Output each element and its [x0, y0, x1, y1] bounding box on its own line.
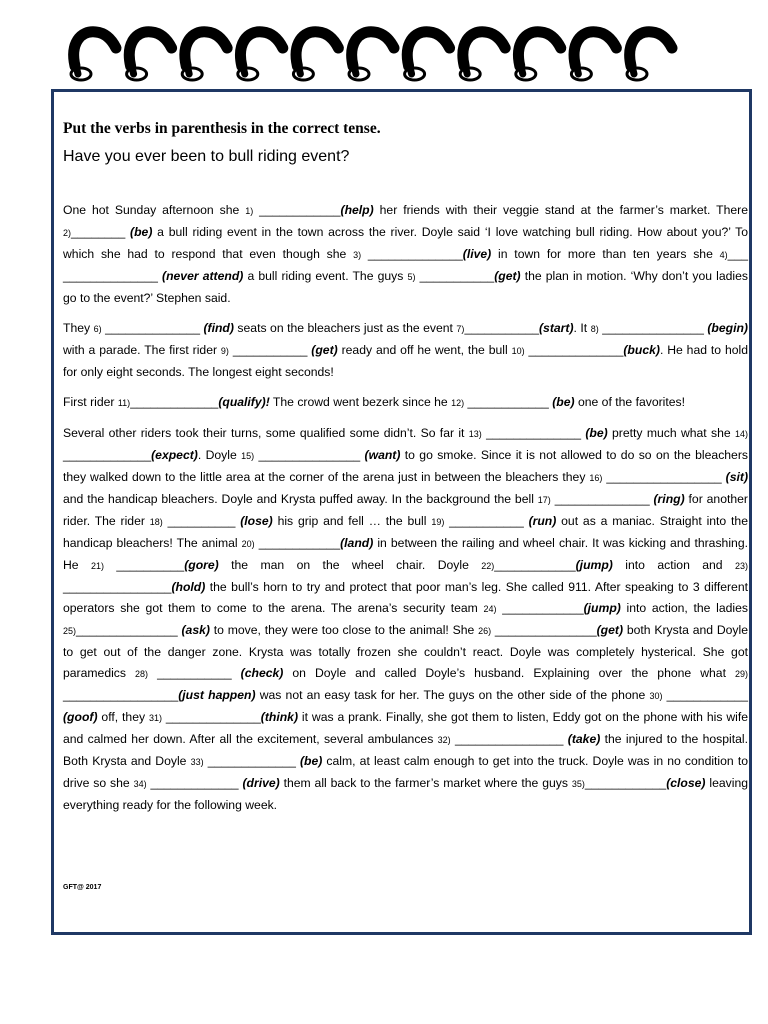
text-segment: for another rider. The rider	[63, 492, 748, 528]
text-segment: into action, the ladies	[620, 601, 748, 615]
worksheet-page	[51, 89, 752, 935]
item-number: 25)	[63, 626, 77, 636]
spiral-ring-icon	[238, 32, 283, 80]
text-segment: to move, they were too close to the animal! She	[209, 623, 479, 637]
item-number: 30)	[649, 691, 663, 701]
verb-hint: (sit)	[725, 470, 748, 484]
text-segment: ______________	[101, 321, 204, 335]
text-segment: ____________	[253, 203, 341, 217]
item-number: 19)	[431, 517, 445, 527]
item-number: 5)	[407, 272, 416, 282]
text-segment: ___________	[464, 321, 539, 335]
text-segment: _____________	[63, 448, 152, 462]
verb-hint: (find)	[203, 321, 234, 335]
paragraph	[63, 200, 748, 309]
verb-hint: (hold)	[171, 580, 206, 594]
item-number: 11)	[117, 398, 131, 408]
text-segment: ready and off he went, the bull	[337, 343, 512, 357]
verb-hint: (get)	[494, 269, 521, 283]
text-segment: it was a prank. Finally, she got them to listen, Eddy got on the phone with his wife and calmed her down. After all the excitement, several ambulances	[63, 710, 748, 746]
text-segment: Several other riders took their turns, some qualified some didn’t. So far it	[63, 426, 469, 440]
spiral-ring-icon	[293, 32, 338, 80]
text-segment: into action and	[612, 558, 735, 572]
text-segment: ____________	[662, 688, 748, 702]
item-number: 9)	[220, 346, 229, 356]
text-segment: his grip and fell … the bull	[272, 514, 432, 528]
verb-hint: (start)	[539, 321, 574, 335]
verb-hint: (be)	[299, 754, 323, 768]
worksheet-content	[63, 120, 748, 816]
text-segment: . It	[573, 321, 591, 335]
text-segment: both Krysta and Doyle to get out of the danger zone. Krysta was totally frozen she couldn’t react. Doyle was completely hysterical. She got paramedics	[63, 623, 748, 680]
text-segment: ___________	[148, 666, 241, 680]
text-segment: _______________	[76, 623, 182, 637]
text-segment: in between the railing and wheel chair. It was kicking and thrashing. He	[63, 536, 748, 572]
verb-hint: (drive)	[242, 776, 280, 790]
text-segment: ____________	[584, 776, 667, 790]
verb-hint: (jump)	[583, 601, 621, 615]
text-segment: _________________	[63, 688, 179, 702]
text-segment: _______________	[491, 623, 597, 637]
text-segment: ____________	[496, 601, 584, 615]
text-segment: to go smoke. Since it is not allowed to do so on the bleachers they walked down to the little area at the corner of the arena just in between the bleachers they	[63, 448, 748, 484]
text-segment: ______________	[361, 247, 463, 261]
item-number: 6)	[93, 324, 102, 334]
verb-hint: (land)	[340, 536, 374, 550]
verb-hint: (get)	[311, 343, 338, 357]
text-segment: her friends with their veggie stand at the farmer’s market. There	[373, 203, 748, 217]
item-number: 7)	[456, 324, 465, 334]
verb-hint: (be)	[585, 426, 608, 440]
item-number: 10)	[511, 346, 525, 356]
text-segment: ___ ______________	[63, 247, 749, 283]
text-segment: They	[63, 321, 94, 335]
verb-hint: (check)	[240, 666, 284, 680]
verb-hint: (qualify)!	[218, 395, 270, 409]
text-segment: ______________	[481, 426, 586, 440]
verb-hint: (gore)	[184, 558, 219, 572]
spiral-ring-icon	[516, 32, 561, 80]
verb-hint: (run)	[528, 514, 557, 528]
item-number: 1)	[245, 206, 254, 216]
text-segment: _____________	[203, 754, 300, 768]
text-segment: ______________	[550, 492, 654, 506]
worksheet-instructions: Put the verbs in parenthesis in the correct tense.	[63, 120, 381, 137]
item-number: 3)	[353, 250, 362, 260]
spiral-ring-icon	[182, 32, 227, 80]
verb-hint: (lose)	[240, 514, 273, 528]
item-number: 21)	[91, 561, 105, 571]
item-number: 15)	[241, 451, 255, 461]
text-segment: on Doyle and called Doyle’s husband. Explaining over the phone what	[283, 666, 735, 680]
text-segment: ______________	[161, 710, 261, 724]
text-segment: The crowd went bezerk since he	[269, 395, 452, 409]
text-segment: First rider	[63, 395, 118, 409]
item-number: 23)	[735, 561, 749, 571]
text-segment: leaving everything ready for the following week.	[63, 776, 748, 812]
verb-hint: (ring)	[653, 492, 685, 506]
text-segment: _______________	[254, 448, 365, 462]
text-segment: _____________	[130, 395, 219, 409]
item-number: 26)	[478, 626, 492, 636]
verb-hint: (take)	[567, 732, 601, 746]
text-segment: seats on the bleachers just as the event	[233, 321, 457, 335]
text-segment: __________	[104, 558, 185, 572]
text-segment: _______________	[598, 321, 708, 335]
text-segment: ___________	[444, 514, 529, 528]
spiral-ring-icon	[71, 32, 116, 80]
verb-hint: (live)	[462, 247, 492, 261]
text-segment: the plan in motion. ‘Why don’t you ladies go to the event?’ Stephen said.	[63, 269, 748, 305]
spiral-ring-icon	[349, 32, 394, 80]
item-number: 34)	[133, 779, 147, 789]
text-segment: ____________	[494, 558, 576, 572]
verb-hint: (buck)	[623, 343, 660, 357]
text-segment: ___________	[228, 343, 312, 357]
text-segment: ________	[71, 225, 131, 239]
item-number: 2)	[63, 228, 72, 238]
text-segment: a bull riding event in the town across the river. Doyle said ‘I love watching bull riding. How about you?’ To which she had to respond that even though she	[63, 225, 748, 261]
text-segment: the man on the wheel chair. Doyle	[218, 558, 482, 572]
text-segment: was not an easy task for her. The guys on the other side of the phone	[255, 688, 650, 702]
spiral-ring-icon	[127, 32, 172, 80]
item-number: 8)	[590, 324, 599, 334]
copyright-footer: GFT@ 2017	[63, 884, 102, 891]
verb-hint: (want)	[364, 448, 401, 462]
text-segment: . Doyle	[197, 448, 242, 462]
verb-hint: (just happen)	[178, 688, 256, 702]
worksheet-subtitle: Have you ever been to bull riding event?	[63, 148, 350, 165]
paragraph	[63, 423, 748, 816]
spiral-ring-icon	[405, 32, 450, 80]
item-number: 12)	[451, 398, 465, 408]
spiral-ring-icon	[627, 32, 672, 80]
item-number: 32)	[437, 735, 451, 745]
text-segment: ________________	[63, 580, 172, 594]
verb-hint: (ask)	[181, 623, 210, 637]
item-number: 24)	[483, 604, 497, 614]
item-number: 14)	[735, 429, 749, 439]
text-segment: off, they	[97, 710, 149, 724]
item-number: 31)	[148, 713, 162, 723]
verb-hint: (help)	[340, 203, 374, 217]
text-segment: One hot Sunday afternoon she	[63, 203, 246, 217]
verb-hint: (be)	[130, 225, 153, 239]
item-number: 18)	[149, 517, 163, 527]
item-number: 35)	[571, 779, 585, 789]
paragraph	[63, 392, 748, 414]
text-segment: them all back to the farmer’s market where the guys	[279, 776, 572, 790]
spiral-ring-icon	[460, 32, 505, 80]
text-segment: calm, at least calm enough to get into the truck. Doyle was in no condition to drive so she	[63, 754, 748, 790]
item-number: 17)	[537, 495, 551, 505]
text-segment: ___________	[415, 269, 495, 283]
text-segment: one of the favorites!	[574, 395, 686, 409]
item-number: 28)	[135, 669, 149, 679]
item-number: 16)	[589, 473, 603, 483]
verb-hint: (close)	[666, 776, 706, 790]
paragraph	[63, 318, 748, 383]
text-segment: __________	[162, 514, 241, 528]
item-number: 22)	[481, 561, 495, 571]
verb-hint: (think)	[260, 710, 299, 724]
text-segment: pretty much what she	[607, 426, 735, 440]
text-segment: out as a maniac. Straight into the handicap bleachers! The animal	[63, 514, 748, 550]
text-segment: and the handicap bleachers. Doyle and Krysta puffed away. In the background the bell	[63, 492, 538, 506]
item-number: 20)	[241, 539, 255, 549]
text-segment: ____________	[464, 395, 553, 409]
text-segment: the bull’s horn to try and protect that poor man’s leg. She called 911. After speaking to 3 different operators she got them to come to the arena. The arena’s security team	[63, 580, 748, 615]
verb-hint: (begin)	[707, 321, 748, 335]
text-segment: with a parade. The first rider	[63, 343, 221, 357]
text-segment: . He had to hold for only eight seconds. The longest eight seconds!	[63, 343, 748, 379]
verb-hint: (expect)	[151, 448, 198, 462]
item-number: 4)	[719, 250, 728, 260]
story-text	[63, 200, 748, 816]
verb-hint: (goof)	[63, 710, 98, 724]
text-segment: in town for more than ten years she	[491, 247, 720, 261]
notebook-spiral-binding	[0, 0, 768, 95]
text-segment: ______________	[524, 343, 624, 357]
text-segment: the injured to the hospital. Both Krysta and Doyle	[63, 732, 748, 768]
item-number: 29)	[734, 669, 748, 679]
verb-hint: (be)	[552, 395, 575, 409]
text-segment: _________________	[602, 470, 726, 484]
verb-hint: (never attend)	[162, 269, 244, 283]
text-segment: ____________	[254, 536, 341, 550]
item-number: 33)	[190, 757, 204, 767]
text-segment: _____________	[146, 776, 243, 790]
item-number: 13)	[468, 429, 482, 439]
verb-hint: (get)	[596, 623, 624, 637]
spiral-ring-icon	[571, 32, 616, 80]
text-segment: a bull riding event. The guys	[243, 269, 408, 283]
verb-hint: (jump)	[575, 558, 613, 572]
text-segment: ________________	[450, 732, 568, 746]
